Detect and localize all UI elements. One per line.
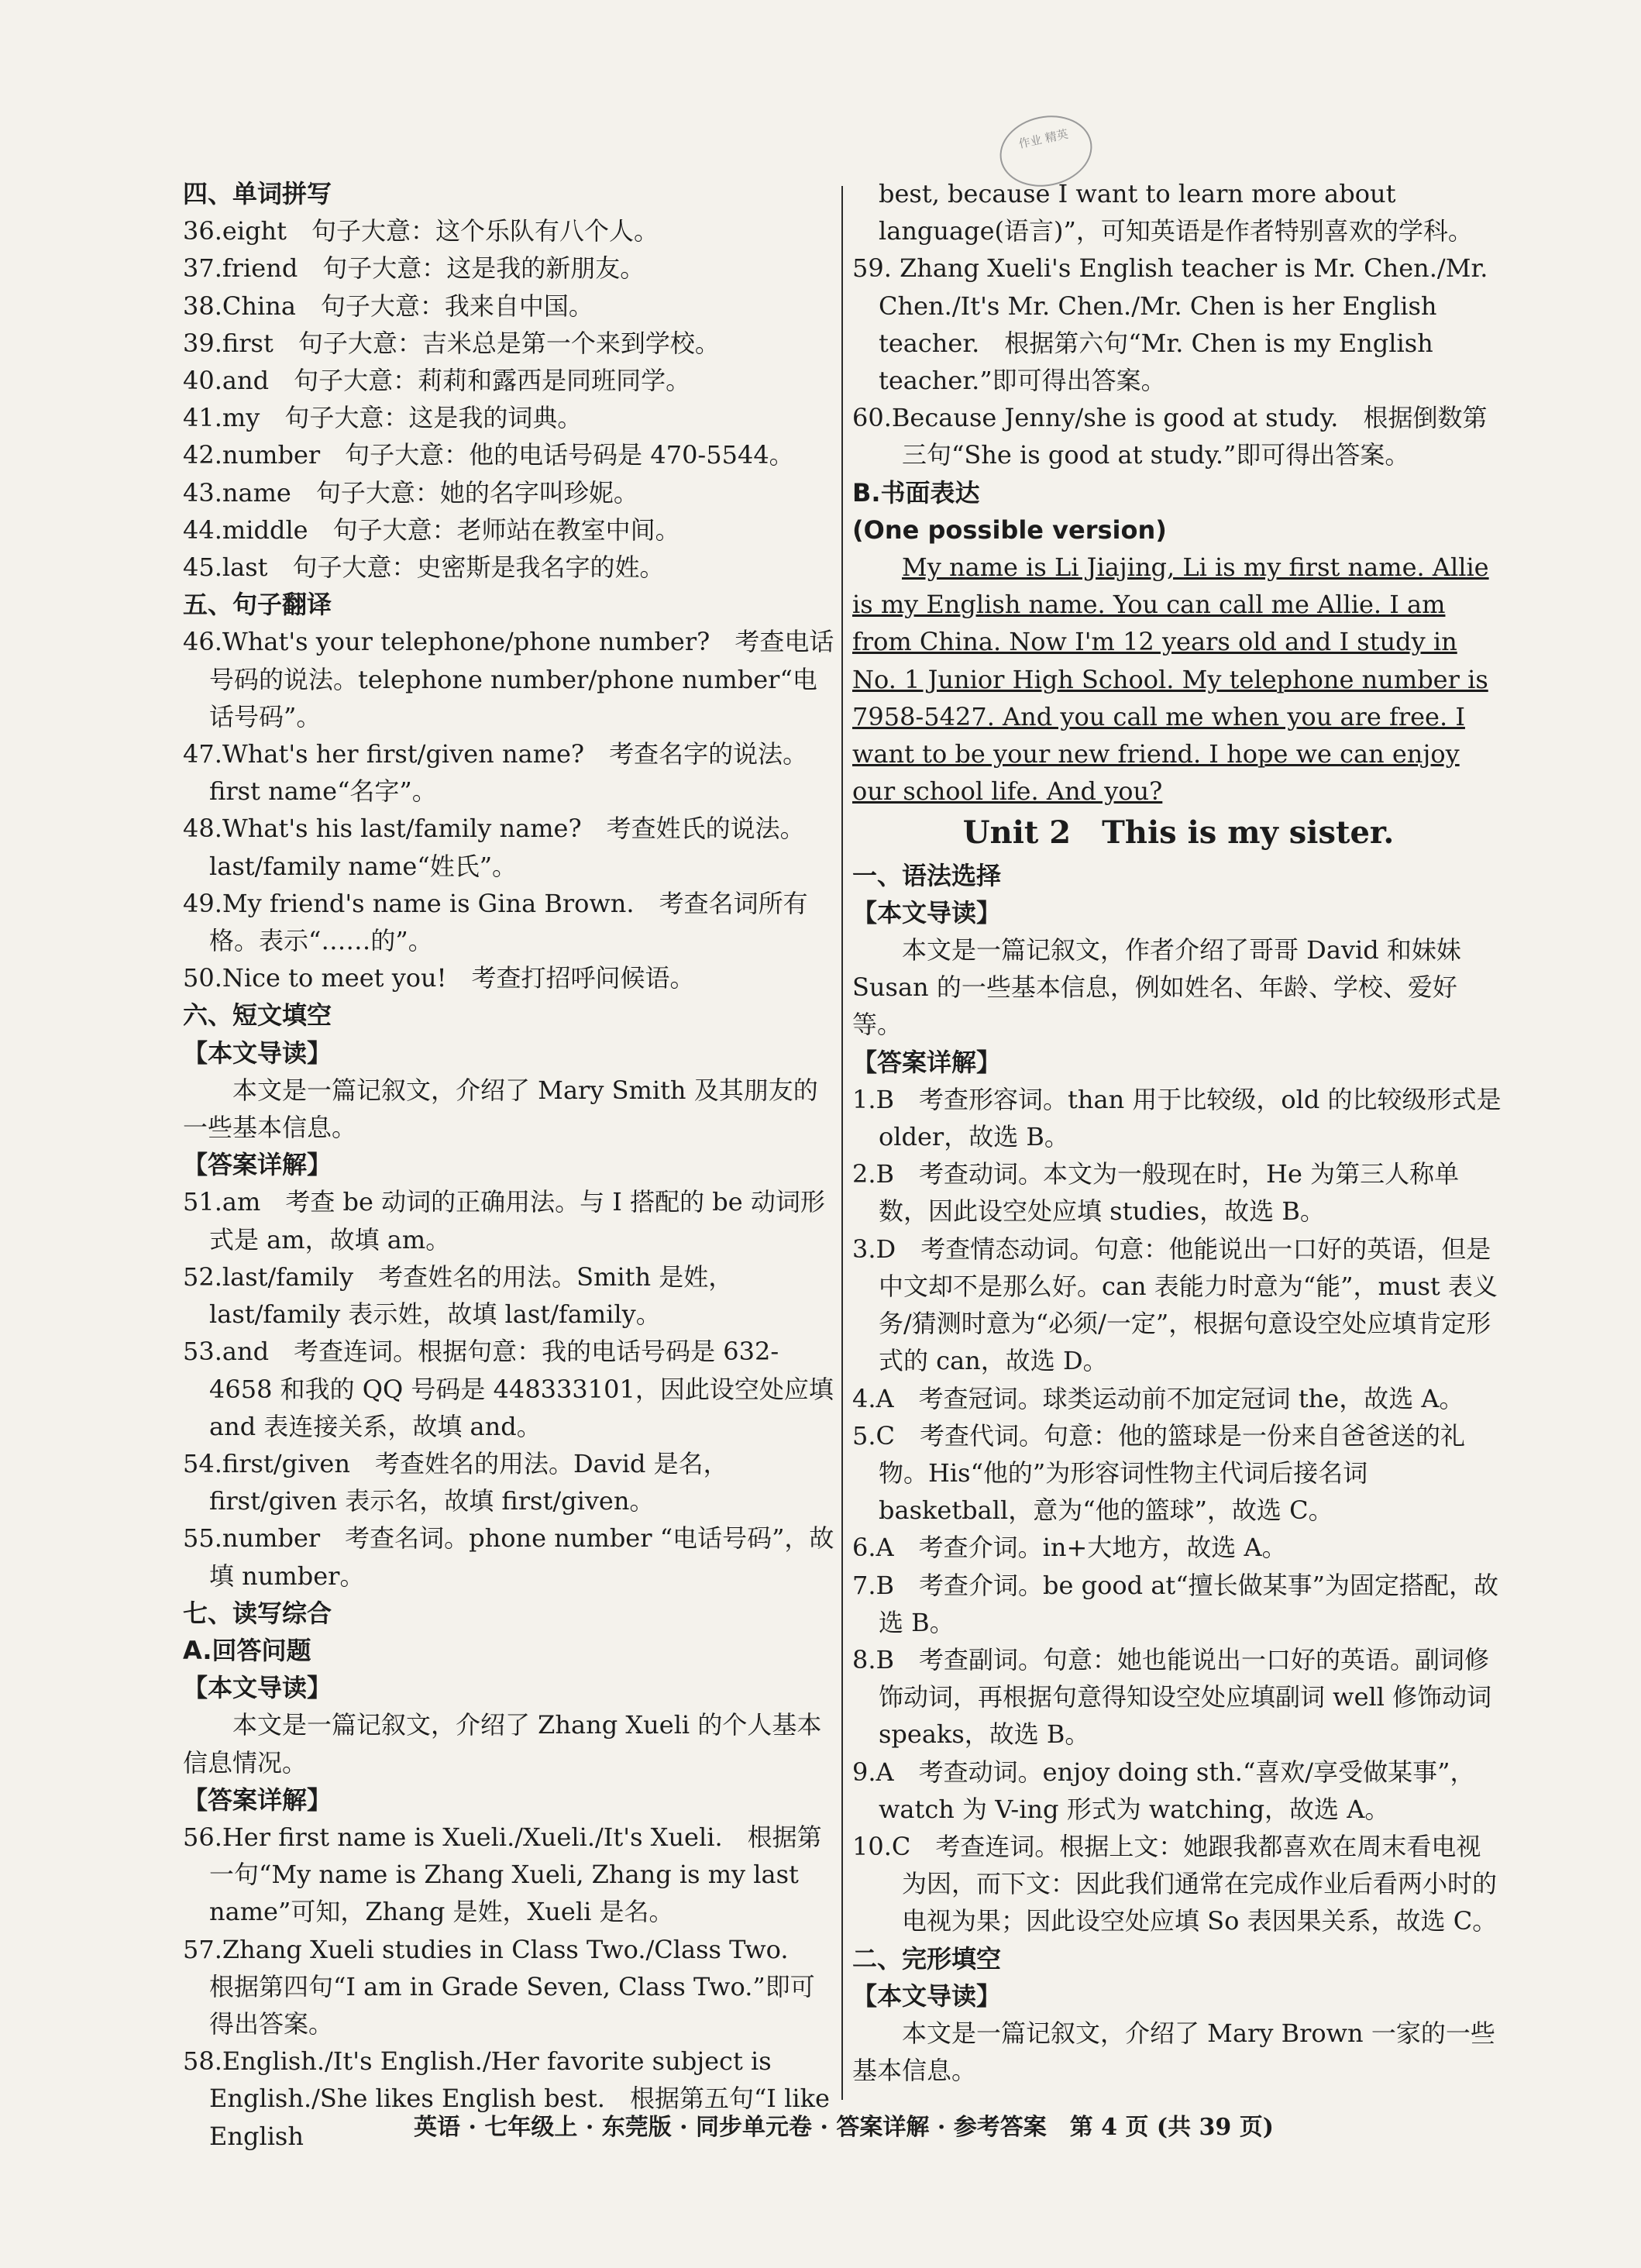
answer-item: 42.number 句子大意：他的电话号码是 470-5544。: [183, 440, 794, 470]
model-essay-text: My name is Li Jiajing, Li is my first name. Allie is my English name. You can call me Allie. I am from China. Now I'm 12 years old and I study in No. 1 Junior High School. My telephone number is 7958-5427. And you call me when you are free. I want to be your new friend. I hope we can enjoy our school life. And you?: [852, 552, 1489, 807]
answer-item: 49.My friend's name is Gina Brown. 考查名词所有格。表示“……的”。: [183, 888, 808, 956]
answer-item: 47.What's her first/given name? 考查名字的说法。first name“名字”。: [183, 739, 808, 807]
unit-title: Unit 2 This is my sister.: [962, 814, 1395, 852]
answer-item: 3.D 考查情态动词。句意：他能说出一口好的英语，但是中文却不是那么好。can 表能力时意为“能”，must 表义务/猜测时意为“必须/一定”，根据句意设空处应填肯定形式的 can，故选 D。: [852, 1234, 1498, 1376]
model-essay: [852, 549, 1505, 810]
answer-58-continued: best, because I want to learn more about language(语言)”，可知英语是作者特别喜欢的学科。: [879, 179, 1473, 246]
answer-item: 1.B 考查形容词。than 用于比较级，old 的比较级形式是 older，故选 B。: [852, 1084, 1502, 1152]
section-2-guide: 本文是一篇记叙文，介绍了 Mary Brown 一家的一些基本信息。: [852, 2018, 1495, 2086]
answer-item: 7.B 考查介词。be good at“擅长做某事”为固定搭配，故选 B。: [852, 1570, 1498, 1637]
answer-item: 57.Zhang Xueli studies in Class Two./Class Two. 根据第四句“I am in Grade Seven, Class Two.”即可得出答案。: [183, 1934, 815, 2039]
answer-item: 55.number 考查名词。phone number “电话号码”，故填 number。: [183, 1523, 834, 1591]
section-1-guide-label: 【本文导读】: [852, 897, 1002, 928]
page-footer: 英语 · 七年级上 · 东莞版 · 同步单元卷 · 答案详解 · 参考答案 第 4 页 (共 39 页): [414, 2114, 1274, 2141]
left-column: [183, 175, 835, 2155]
answer-item: 39.first 句子大意：吉米总是第一个来到学校。: [183, 328, 720, 358]
answer-item: 38.China 句子大意：我来自中国。: [183, 291, 593, 321]
section-1-detail-label: 【答案详解】: [852, 1047, 1002, 1077]
section-7a-title: A.回答问题: [183, 1635, 311, 1665]
section-5-title: 五、句子翻译: [183, 590, 332, 620]
answer-item: 37.friend 句子大意：这是我的新朋友。: [183, 253, 645, 284]
answer-item: 6.A 考查介词。in+大地方，故选 A。: [852, 1533, 1287, 1563]
answer-item: 60.Because Jenny/she is good at study. 根据倒数第三句“She is good at study.”即可得出答案。: [852, 403, 1488, 470]
answer-item: 5.C 考查代词。句意：他的篮球是一份来自爸爸送的礼物。His“他的”为形容词性物主代词后接名词 basketball，意为“他的篮球”，故选 C。: [852, 1420, 1466, 1526]
section-7-detail-label: 【答案详解】: [183, 1784, 332, 1815]
answer-item: 54.first/given 考查姓名的用法。David 是名，first/given 表示名，故填 first/given。: [183, 1448, 728, 1516]
section-1-guide: 本文是一篇记叙文，作者介绍了哥哥 David 和妹妹 Susan 的一些基本信息，例如姓名、年龄、学校、爱好等。: [852, 935, 1461, 1040]
section-1-list: [852, 1081, 1505, 1940]
answer-item: 50.Nice to meet you! 考查打招呼问候语。: [183, 963, 695, 993]
answer-item: 56.Her first name is Xueli./Xueli./It's Xueli. 根据第一句“My name is Zhang Xueli, Zhang is my last name”可知，Zhang 是姓，Xueli 是名。: [183, 1822, 822, 1927]
answer-item: 44.middle 句子大意：老师站在教室中间。: [183, 515, 680, 545]
answers-59-60-list: [852, 250, 1505, 473]
watermark-stamp: 作业 精英: [993, 108, 1099, 195]
answer-item: 36.eight 句子大意：这个乐队有八个人。: [183, 216, 659, 246]
answer-item: 43.name 句子大意：她的名字叫珍妮。: [183, 477, 638, 508]
section-1-title: 一、语法选择: [852, 860, 1002, 890]
answer-item: 52.last/family 考查姓名的用法。Smith 是姓，last/family 表示姓，故填 last/family。: [183, 1261, 734, 1330]
column-divider: [841, 186, 843, 2100]
answer-item: 10.C 考查连词。根据上文：她跟我都喜欢在周末看电视为因，而下文：因此我们通常在完成作业后看两小时的电视为果；因此设空处应填 So 表因果关系，故选 C。: [852, 1831, 1498, 1936]
section-5-list: [183, 623, 835, 996]
section-4-list: [183, 212, 835, 586]
section-6-guide-label: 【本文导读】: [183, 1038, 332, 1068]
section-4-title: 四、单词拼写: [183, 179, 332, 208]
section-2-title: 二、完形填空: [852, 1943, 1002, 1974]
answer-item: 9.A 考查动词。enjoy doing sth.“喜欢/享受做某事”，watch 为 V-ing 形式为 watching，故选 A。: [852, 1757, 1475, 1824]
right-column: [852, 175, 1505, 2089]
answer-item: 8.B 考查副词。句意：她也能说出一口好的英语。副词修饰动词，再根据句意得知设空处应填副词 well 修饰动词 speaks，故选 B。: [852, 1644, 1492, 1750]
section-2-guide-label: 【本文导读】: [852, 1981, 1002, 2011]
answer-item: 4.A 考查冠词。球类运动前不加定冠词 the，故选 A。: [852, 1383, 1464, 1413]
section-6-title: 六、短文填空: [183, 1000, 332, 1031]
answer-item: 48.What's his last/family name? 考查姓氏的说法。last/family name“姓氏”。: [183, 814, 805, 881]
section-7-guide-label: 【本文导读】: [183, 1673, 332, 1703]
answer-item: 46.What's your telephone/phone number? 考查电话号码的说法。telephone number/phone number“电话号码”。: [183, 627, 834, 731]
answer-item: 59. Zhang Xueli's English teacher is Mr. Chen./Mr. Chen./It's Mr. Chen./Mr. Chen is her English teacher. 根据第六句“Mr. Chen is my English teacher.”即可得出答案。: [852, 253, 1488, 396]
section-7-title: 七、读写综合: [183, 1598, 332, 1628]
answer-item: 53.and 考查连词。根据句意：我的电话号码是 632-4658 和我的 QQ 号码是 448333101，因此设空处应填 and 表连接关系，故填 and。: [183, 1337, 834, 1441]
section-b-version: (One possible version): [852, 515, 1167, 545]
section-7-guide: 本文是一篇记叙文，介绍了 Zhang Xueli 的个人基本信息情况。: [183, 1710, 822, 1778]
answer-item: 2.B 考查动词。本文为一般现在时，He 为第三人称单数，因此设空处应填 studies，故选 B。: [852, 1159, 1460, 1227]
answer-item: 41.my 句子大意：这是我的词典。: [183, 403, 583, 433]
section-6-detail-label: 【答案详解】: [183, 1150, 332, 1180]
section-6-list: [183, 1183, 835, 1594]
answer-item: 45.last 句子大意：史密斯是我名字的姓。: [183, 552, 665, 583]
section-b-title: B.书面表达: [852, 477, 980, 508]
answer-item: 51.am 考查 be 动词的正确用法。与 I 搭配的 be 动词形式是 am，故填 am。: [183, 1187, 825, 1254]
answer-item: 40.and 句子大意：莉莉和露西是同班同学。: [183, 366, 691, 396]
answer-item: 58.English./It's English./Her favorite subject is English./She likes English best. 根据第五句“I like English: [183, 2046, 830, 2151]
section-6-guide: 本文是一篇记叙文，介绍了 Mary Smith 及其朋友的一些基本信息。: [183, 1075, 818, 1143]
section-7-list: [183, 1819, 835, 2155]
